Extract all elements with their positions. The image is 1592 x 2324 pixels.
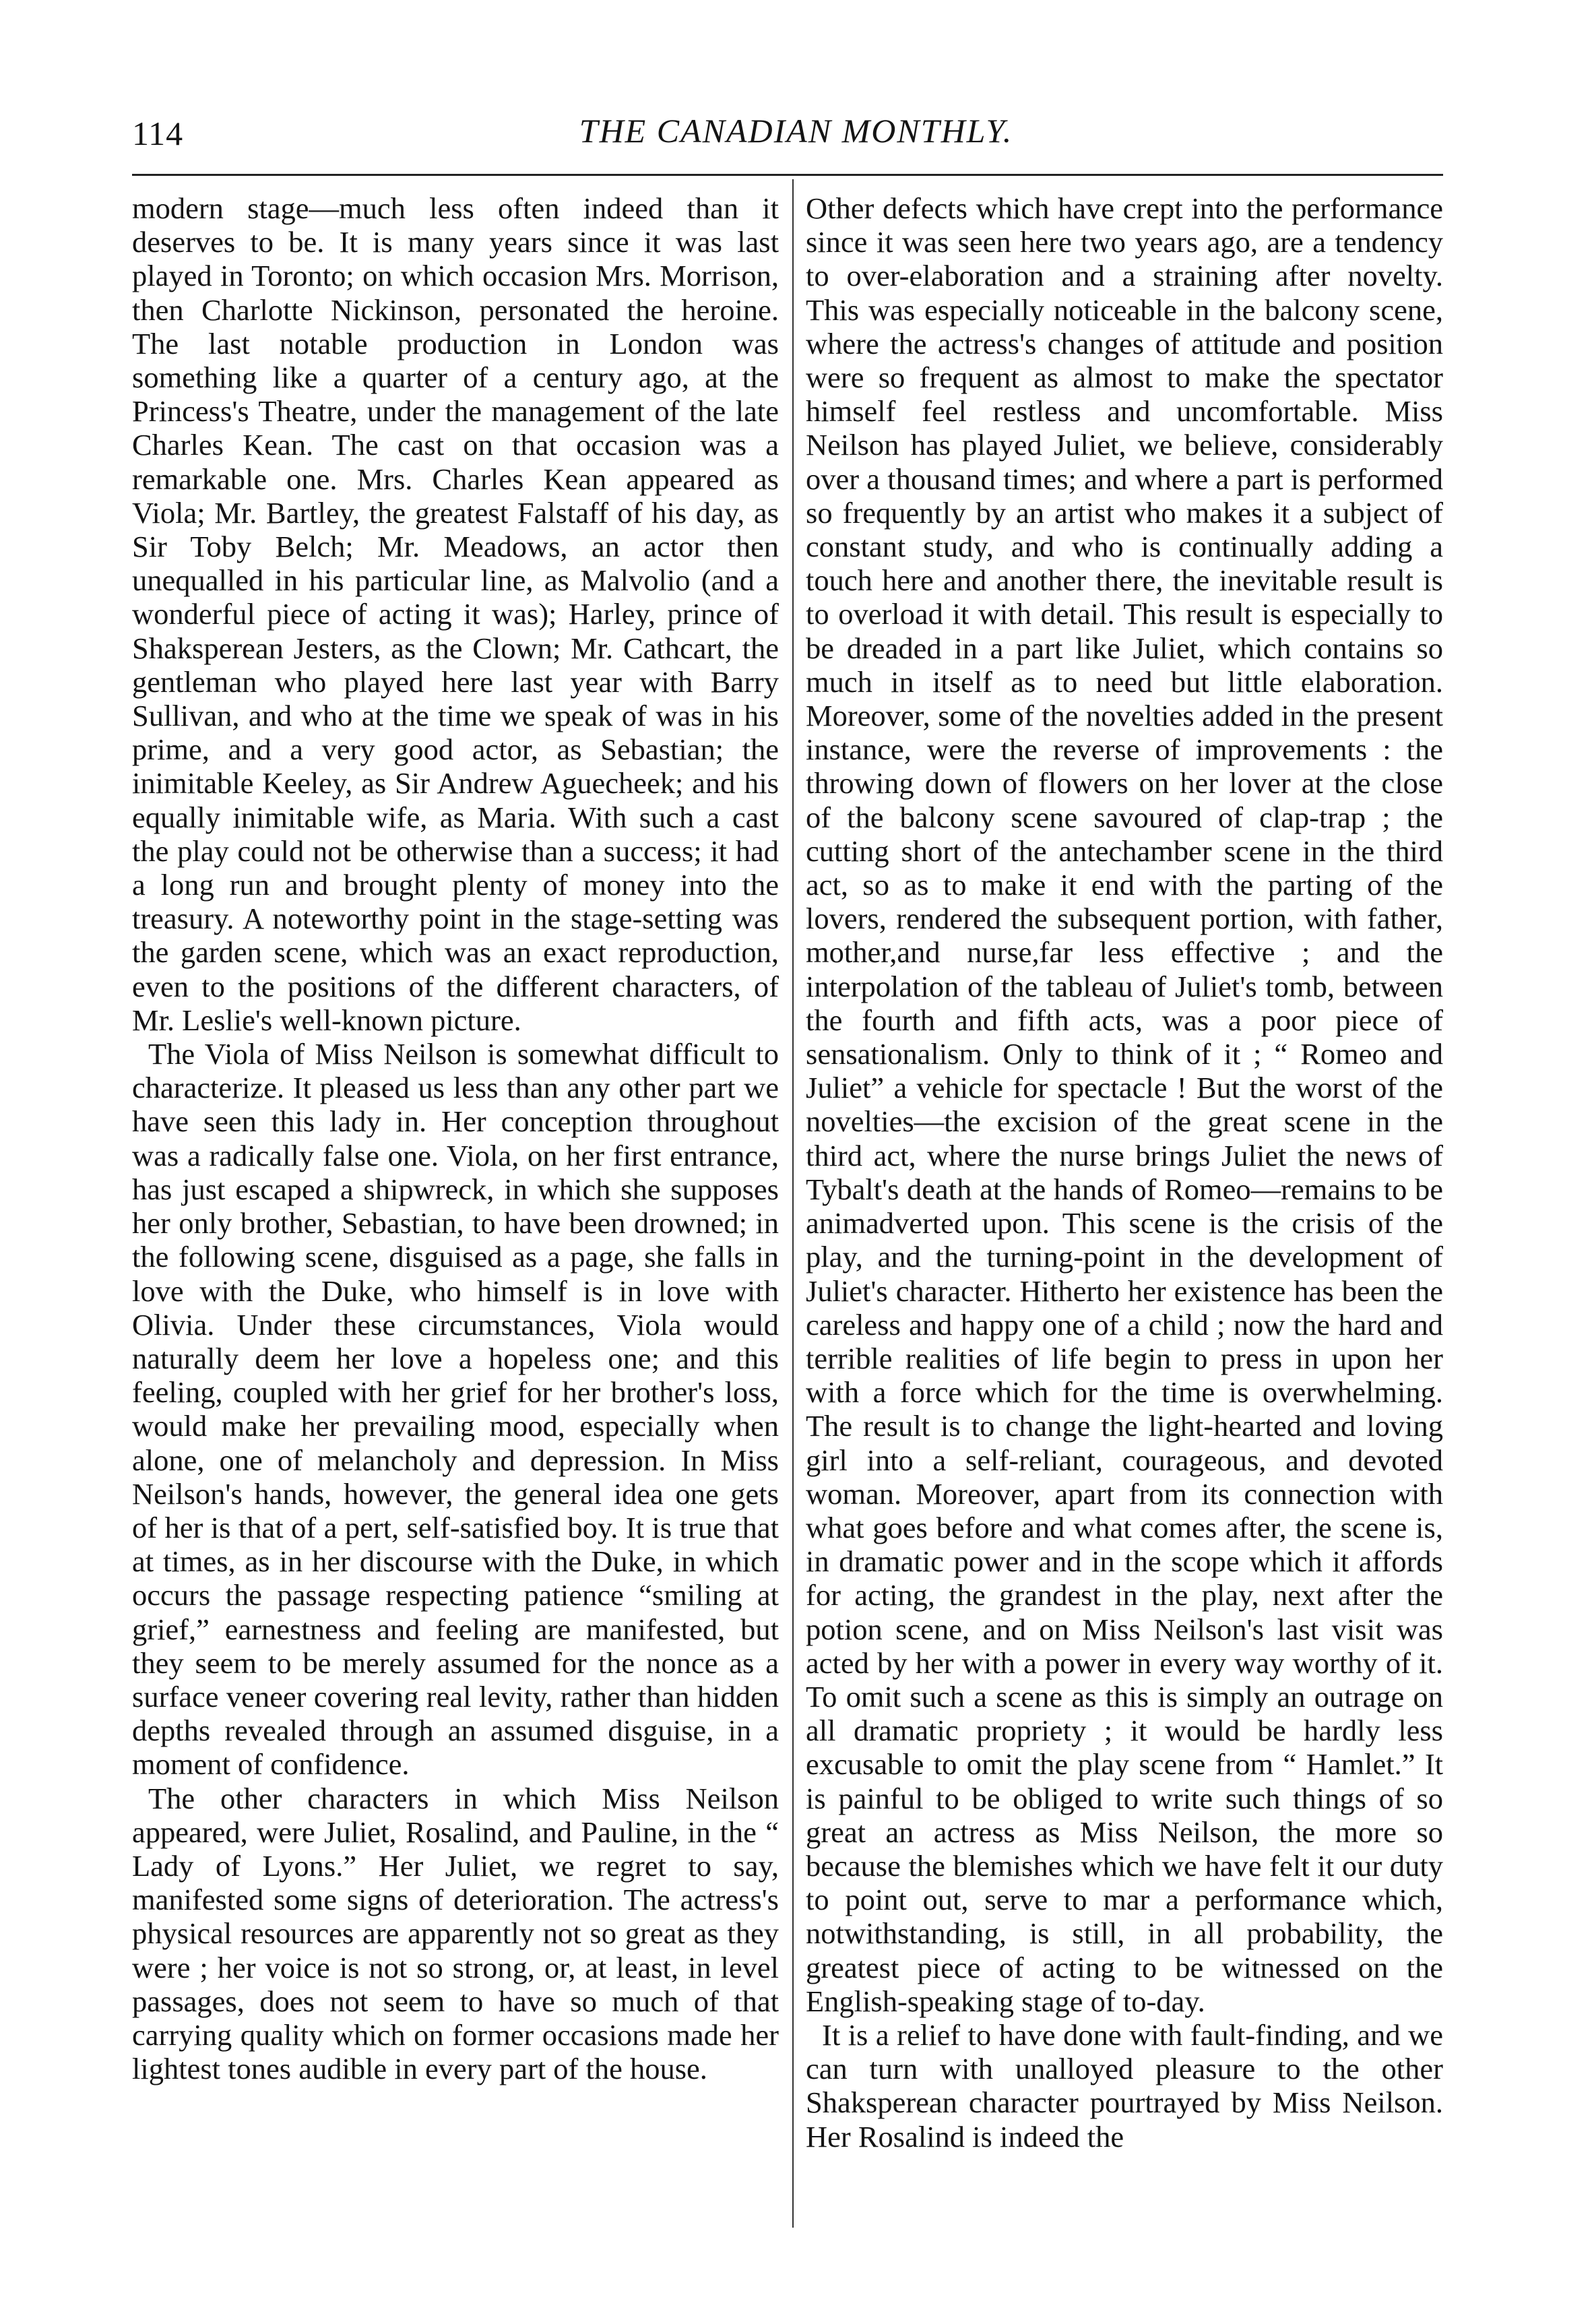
column-divider	[792, 179, 794, 2228]
page-header	[0, 0, 1592, 175]
left-column	[132, 191, 779, 2085]
paragraph-other-characters: The other characters in which Miss Neilson appeared, were Juliet, Rosalind, and Pauline, in the “ Lady of Lyons.” Her Juliet, we regret to say, manifested some signs of deterioration. The actress's physical resources are apparently not so great as they were ; her voice is not so strong, or, at least, in level passages, does not seem to have so much of that carrying quality which on former occasions made her lightest tones audible in every part of the house.	[132, 1781, 779, 2086]
paragraph-viola: The Viola of Miss Neilson is somewhat difficult to characterize. It pleased us less than any other part we have seen this lady in. Her conception throughout was a radically false one. Viola, on her first entrance, has just escaped a shipwreck, in which she supposes her only brother, Sebastian, to have been drowned; in the following scene, disguised as a page, she falls in love with the Duke, who himself is in love with Olivia. Under these circumstances, Viola would naturally deem her love a hopeless one; and this feeling, coupled with her grief for her brother's loss, would make her prevailing mood, especially when alone, one of melancholy and depression. In Miss Neilson's hands, however, the general idea one gets of her is that of a pert, self-satisfied boy. It is true that at times, as in her discourse with the Duke, in which occurs the passage respecting patience “smiling at grief,” earnestness and feeling are manifested, but they seem to be merely assumed for the nonce as a surface veneer covering real levity, rather than hidden depths revealed through an assumed disguise, in a moment of confidence.	[132, 1037, 779, 1782]
page-number: 114	[132, 115, 184, 152]
header-rule	[132, 174, 1443, 176]
paragraph-continued: modern stage—much less often indeed than it deserves to be. It is many years since it was last played in Toronto; on which occasion Mrs. Morrison, then Charlotte Nickinson, personated the heroine. The last notable production in London was something like a quarter of a century ago, at the Princess's Theatre, under the management of the late Charles Kean. The cast on that occasion was a remarkable one. Mrs. Charles Kean appeared as Viola; Mr. Bartley, the greatest Falstaff of his day, as Sir Toby Belch; Mr. Meadows, an actor then unequalled in his particular line, as Malvolio (and a wonderful piece of acting it was); Harley, prince of Shaksperean Jesters, as the Clown; Mr. Cathcart, the gentleman who played here last year with Barry Sullivan, and who at the time we speak of was in his prime, and a very good actor, as Sebastian; the inimitable Keeley, as Sir Andrew Aguecheek; and his equally inimitable wife, as Maria. With such a cast the play could not be otherwise than a success; it had a long run and brought plenty of money into the treasury. A noteworthy point in the stage-setting was the garden scene, which was an exact reproduction, even to the positions of the different characters, of Mr. Leslie's well-known picture.	[132, 191, 779, 1037]
paragraph-defects: Other defects which have crept into the performance since it was seen here two years ago, are a tendency to over-elaboration and a straining after novelty. This was especially noticeable in the balcony scene, where the actress's changes of attitude and position were so frequent as almost to make the spectator himself feel restless and uncomfortable. Miss Neilson has played Juliet, we believe, considerably over a thousand times; and where a part is performed so frequently by an artist who makes it a subject of constant study, and who is continually adding a touch here and another there, the inevitable result is to overload it with detail. This result is especially to be dreaded in a part like Juliet, which contains so much in itself as to need but little elaboration. Moreover, some of the novelties added in the present instance, were the reverse of improvements : the throwing down of flowers on her lover at the close of the balcony scene savoured of clap-trap ; the cutting short of the antechamber scene in the third act, so as to make it end with the parting of the lovers, rendered the subsequent portion, with father, mother,and nurse,far less effective ; and the interpolation of the tableau of Juliet's tomb, between the fourth and fifth acts, was a poor piece of sensationalism. Only to think of it ; “ Romeo and Juliet” a vehicle for spectacle ! But the worst of the novelties—the excision of the great scene in the third act, where the nurse brings Juliet the news of Tybalt's death at the hands of Romeo—remains to be animadverted upon. This scene is the crisis of the play, and the turning-point in the development of Juliet's character. Hitherto her existence has been the careless and happy one of a child ; now the hard and terrible realities of life begin to press in upon her with a force which for the time is overwhelming. The result is to change the light-hearted and loving girl into a self-reliant, courageous, and devoted woman. Moreover, apart from its connection with what goes before and what comes after, the scene is, in dramatic power and in the scope which it affords for acting, the grandest in the play, next after the potion scene, and on Miss Neilson's last visit was acted by her with a power in every way worthy of it. To omit such a scene as this is simply an outrage on all dramatic propriety ; it would be hardly less excusable to omit the play scene from “ Hamlet.” It is painful to be obliged to write such things of so great an actress as Miss Neilson, the more so because the blemishes which we have felt it our duty to point out, serve to mar a performance which, notwithstanding, is still, in all probability, the greatest piece of acting to be witnessed on the English-speaking stage of to-day.	[806, 191, 1443, 2018]
paragraph-rosalind: It is a relief to have done with fault-finding, and we can turn with unalloyed pleasure to the other Shaksperean character pourtrayed by Miss Neilson. Her Rosalind is indeed the	[806, 2017, 1443, 2154]
right-column	[806, 191, 1443, 2154]
running-title: THE CANADIAN MONTHLY.	[579, 112, 1013, 150]
